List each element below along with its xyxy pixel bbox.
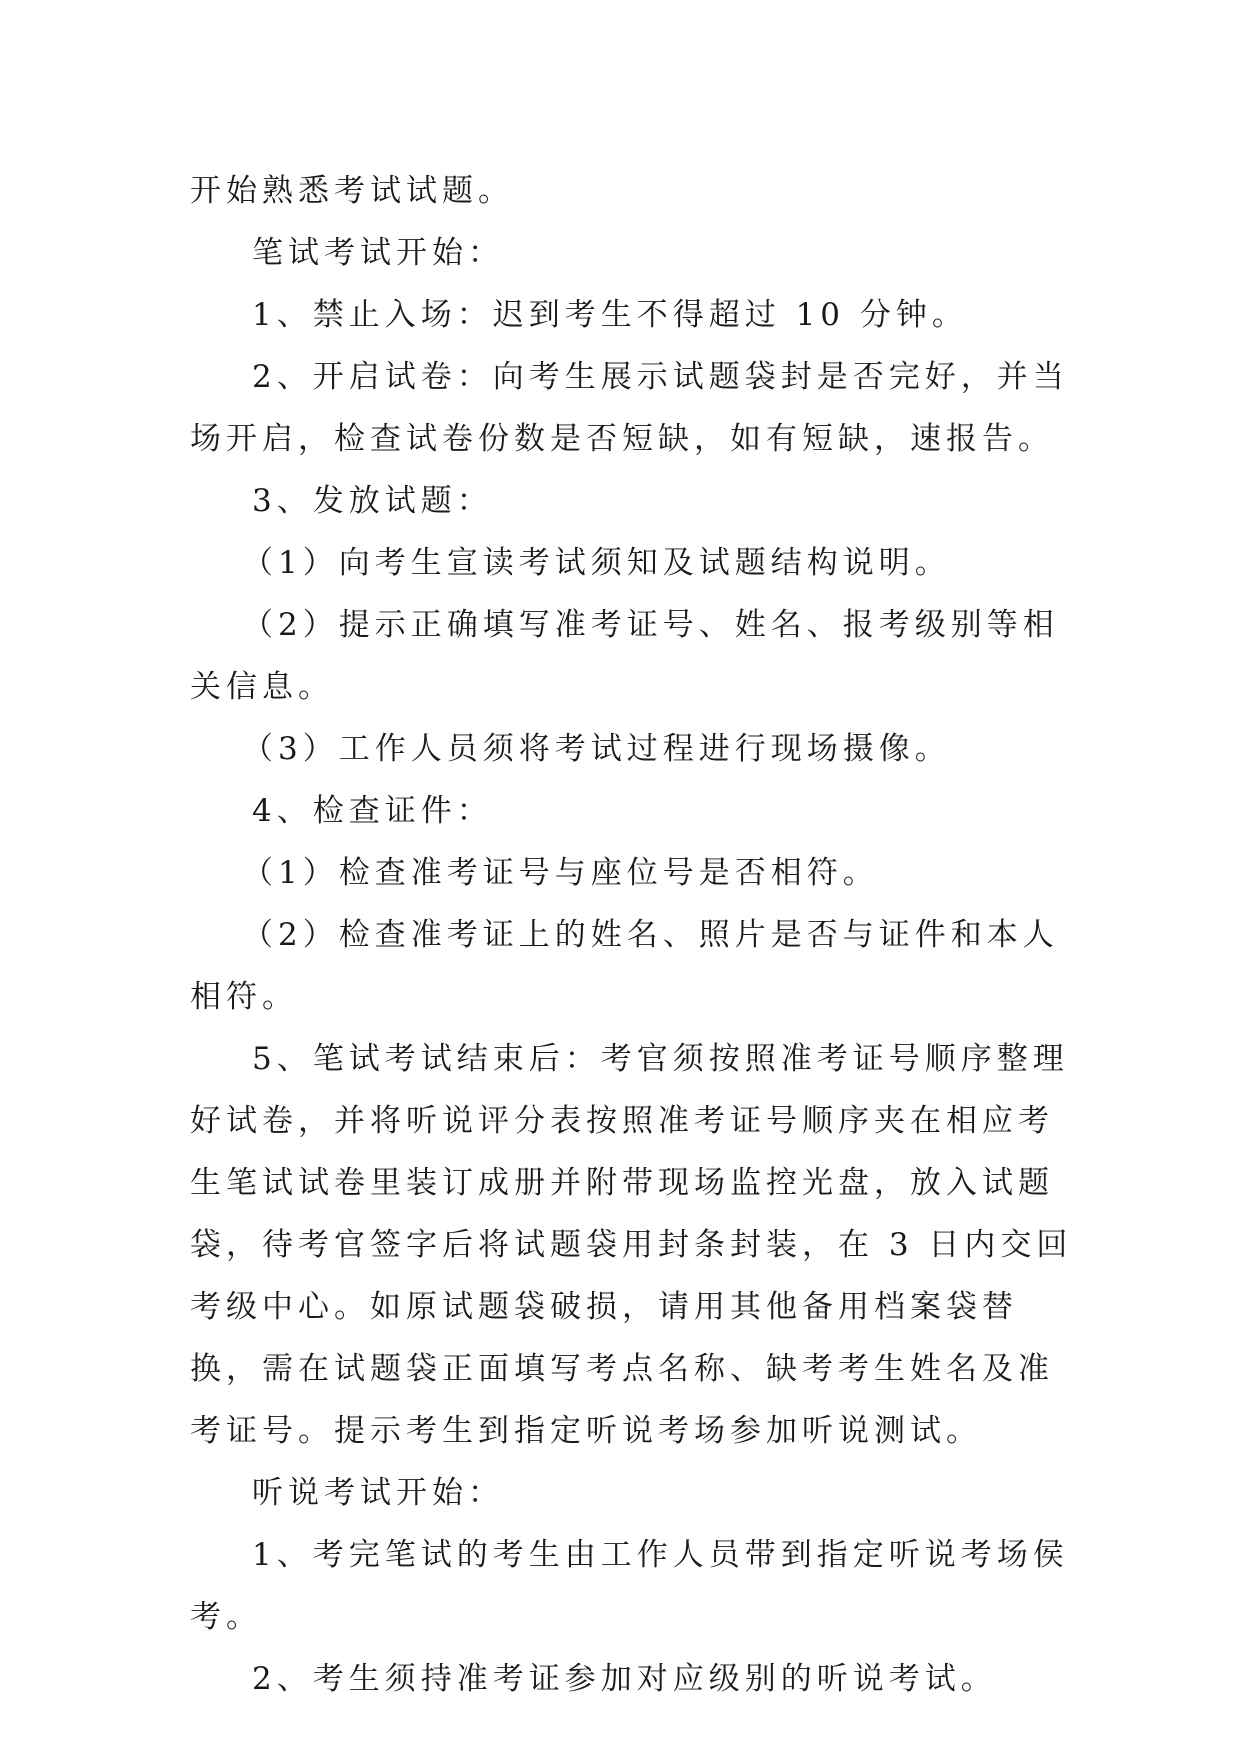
item-after-written-exam: 5、笔试考试结束后：考官须按照准考证号顺序整理好试卷，并将听说评分表按照准考证号顺序夹在相应考生笔试试卷里装订成册并附带现场监控光盘，放入试题袋，待考官签字后将试题袋用封条封装，在 3 日内交回考级中心。如原试题袋破损，请用其他备用档案袋替换，需在试题袋正面填写考点名称、缺考考生姓名及准考证号。提示考生到指定听说考场参加听说测试。 [190, 1041, 1073, 1449]
heading-listening-exam-start: 听说考试开始： [252, 1475, 504, 1511]
item-open-papers: 2、开启试卷：向考生展示试题袋封是否完好，并当场开启，检查试卷份数是否短缺，如有短缺，速报告。 [190, 359, 1069, 457]
document-body [190, 160, 1080, 1710]
item-escort-candidates: 1、考完笔试的考生由工作人员带到指定听说考场侯考。 [190, 1537, 1069, 1635]
subitem-read-instructions: （1）向考生宣读考试须知及试题结构说明。 [242, 545, 951, 581]
heading-written-exam-start: 笔试考试开始： [252, 235, 504, 271]
item-bring-admission-ticket: 2、考生须持准考证参加对应级别的听说考试。 [252, 1661, 997, 1697]
item-no-entry: 1、禁止入场：迟到考生不得超过 10 分钟。 [252, 297, 968, 333]
item-distribute-papers: 3、发放试题： [252, 483, 493, 519]
subitem-check-seat: （1）检查准考证号与座位号是否相符。 [242, 855, 879, 891]
item-check-documents: 4、检查证件： [252, 793, 493, 829]
subitem-check-photo: （2）检查准考证上的姓名、照片是否与证件和本人相符。 [190, 917, 1059, 1015]
paragraph-intro-end: 开始熟悉考试试题。 [190, 173, 514, 209]
subitem-video-recording: （3）工作人员须将考试过程进行现场摄像。 [242, 731, 951, 767]
subitem-fill-info: （2）提示正确填写准考证号、姓名、报考级别等相关信息。 [190, 607, 1059, 705]
